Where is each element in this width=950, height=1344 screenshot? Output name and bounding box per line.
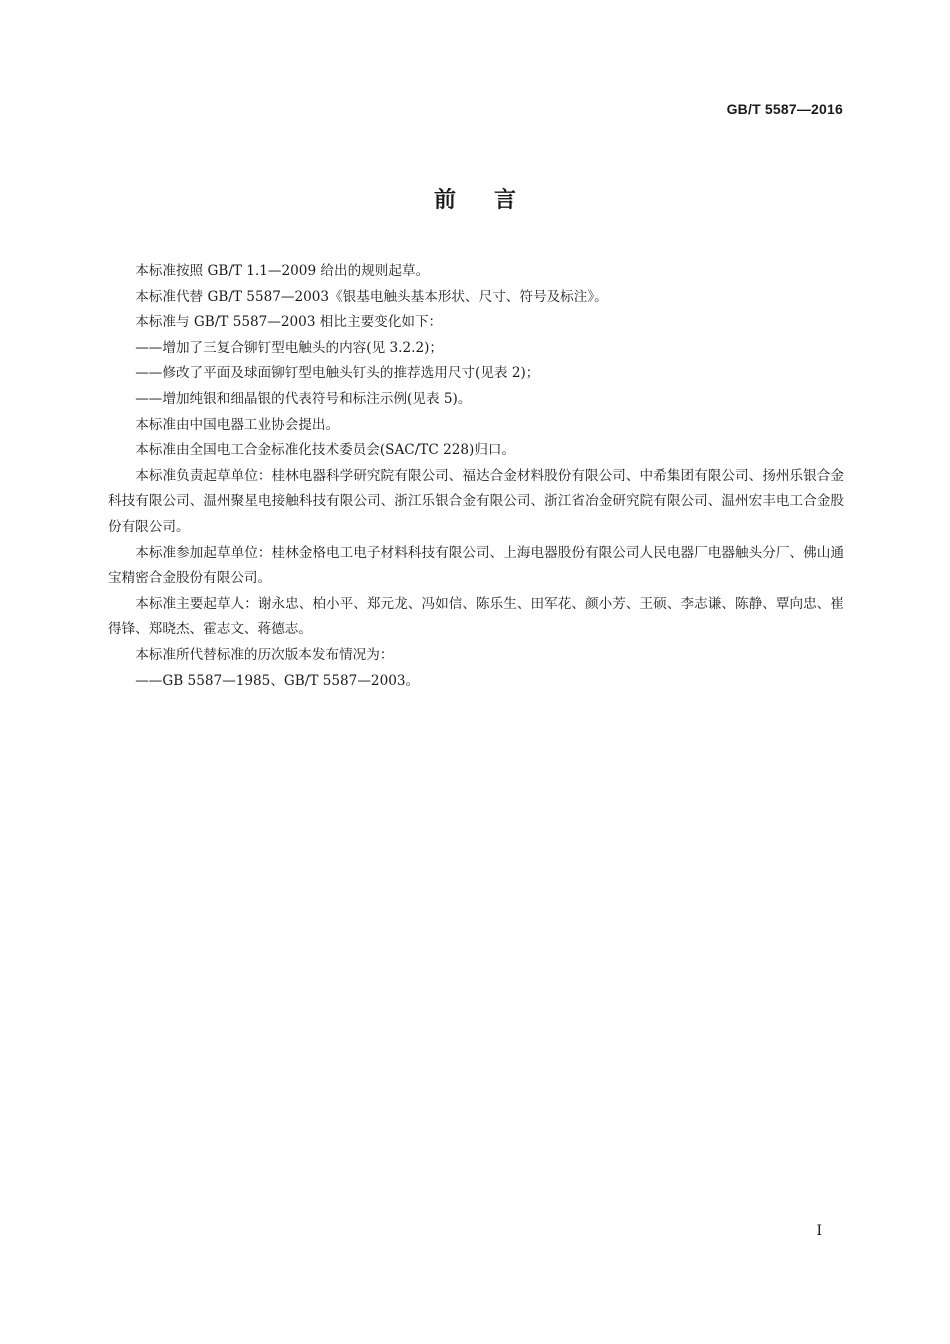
page-title: 前言 (433, 188, 554, 213)
paragraph-responsible-units: 本标准负责起草单位：桂林电器科学研究院有限公司、福达合金材料股份有限公司、中希集团有限公司、扬州乐银合金科技有限公司、温州聚星电接触科技有限公司、浙江乐银合金有限公司、浙江省冶金研究院有限公司、温州宏丰电工合金股份有限公司。 (108, 467, 844, 535)
change-item: ——增加纯银和细晶银的代表符号和标注示例(见表 5)。 (135, 390, 472, 407)
change-item: ——修改了平面及球面铆钉型电触头钉头的推荐选用尺寸(见表 2)； (135, 365, 540, 382)
paragraph-replaces: 本标准代替 GB/T 5587—2003《银基电触头基本形状、尺寸、符号及标注》。 (135, 288, 608, 305)
previous-edition-item: ——GB 5587—1985、GB/T 5587—2003。 (135, 672, 420, 689)
paragraph-proposed-by: 本标准由中国电器工业协会提出。 (135, 416, 340, 433)
paragraph-changes-intro: 本标准与 GB/T 5587—2003 相比主要变化如下： (135, 314, 443, 331)
standard-code: GB/T 5587—2016 (726, 101, 843, 117)
page-number: I (816, 1223, 822, 1239)
paragraph-drafting-rules: 本标准按照 GB/T 1.1—2009 给出的规则起草。 (135, 263, 430, 279)
paragraph-previous-editions-intro: 本标准所代替标准的历次版本发布情况为： (135, 646, 394, 663)
paragraph-participating-units: 本标准参加起草单位：桂林金格电工电子材料科技有限公司、上海电器股份有限公司人民电器厂电器触头分厂、佛山通宝精密合金股份有限公司。 (108, 544, 844, 587)
paragraph-under-jurisdiction: 本标准由全国电工合金标准化技术委员会(SAC/TC 228)归口。 (135, 442, 516, 459)
foreword-body (108, 259, 844, 694)
change-item: ——增加了三复合铆钉型电触头的内容(见 3.2.2)； (135, 339, 443, 356)
paragraph-main-drafters: 本标准主要起草人：谢永忠、柏小平、郑元龙、冯如信、陈乐生、田军花、颜小芳、王硕、李志谦、陈静、覃向忠、崔得锋、郑晓杰、霍志文、蒋德志。 (108, 595, 844, 638)
